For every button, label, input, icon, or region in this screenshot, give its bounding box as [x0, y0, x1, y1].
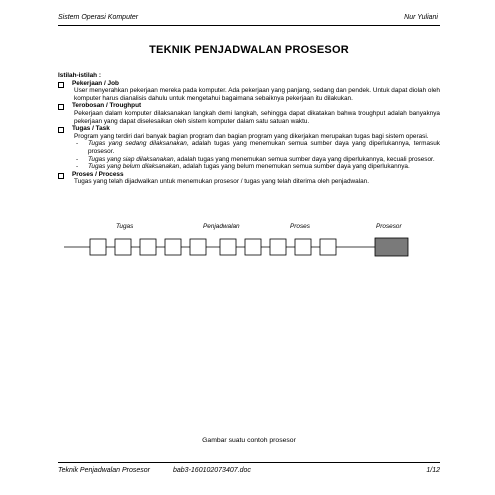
checkbox-bullet-icon	[58, 82, 64, 88]
queue-box	[165, 239, 181, 255]
checkbox-bullet-icon	[58, 127, 64, 133]
subitem-term: Tugas yang siap dilaksanakan	[88, 155, 174, 163]
term-description: Tugas yang telah dijadwalkan untuk menemukan prosesor / tugas yang telah diterima oleh penjadwalan.	[74, 178, 369, 186]
section-label: Istilah-istilah :	[58, 72, 101, 79]
diagram-label-penjadwalan: Penjadwalan	[203, 223, 240, 230]
dash-bullet: -	[76, 163, 79, 171]
footer-filename: bab3-160102073407.doc	[173, 467, 251, 474]
task-subitem	[58, 140, 440, 155]
page-footer	[58, 467, 440, 474]
queue-box	[90, 239, 106, 255]
term-description: Pekerjaan dalam komputer dilaksanakan langkah demi langkah, sehingga dapat dikatakan bahwa troughput adalah banyaknya pekerjaan yang dapat diselesaikan oleh sistem komputer dalam satu satuan waktu.	[74, 109, 440, 125]
subitem-text: , adalah tugas yang menemukan semua sumber daya yang diperlukannya, termasuk prosesor.	[88, 140, 440, 155]
queue-box	[220, 239, 236, 255]
term-item-job	[58, 80, 440, 88]
scheduling-diagram	[58, 223, 440, 263]
term-item-throughput	[58, 102, 440, 110]
queue-box	[190, 239, 206, 255]
page-header	[58, 14, 438, 21]
subitem-text: , adalah tugas yang menemukan semua sumber daya yang diperlukannya, kecuali prosesor.	[173, 155, 435, 163]
diagram-label-proses: Proses	[290, 223, 310, 230]
subitem-term: Tugas yang sedang dilaksanakan	[88, 140, 187, 148]
document-body	[58, 72, 440, 186]
processor-box	[375, 238, 408, 256]
task-subitem	[58, 156, 440, 164]
footer-rule	[58, 462, 440, 463]
term-item-task	[58, 125, 440, 133]
footer-page-number: 1/12	[426, 467, 440, 474]
queue-box	[115, 239, 131, 255]
term-title: Proses / Process	[72, 170, 124, 178]
queue-box	[320, 239, 336, 255]
queue-box	[245, 239, 261, 255]
dash-bullet: -	[76, 140, 79, 148]
queue-box	[295, 239, 311, 255]
term-item-process	[58, 171, 440, 179]
term-title: Terobosan / Troughput	[72, 102, 142, 110]
footer-left: Teknik Penjadwalan Prosesor	[58, 467, 150, 474]
queue-box	[270, 239, 286, 255]
term-description: Program yang terdiri dari banyak bagian program dan bagian program yang dikerjakan merupakan tugas bagi sistem operasi.	[74, 132, 429, 140]
subitem-term: Tugas yang belum dilaksanakan	[88, 163, 180, 171]
task-subitem	[58, 163, 440, 171]
checkbox-bullet-icon	[58, 104, 64, 110]
figure-caption: Gambar suatu contoh prosesor	[202, 437, 296, 444]
term-description: User menyerahkan pekerjaan mereka pada komputer. Ada pekerjaan yang panjang, sedang dan pendek. Untuk dapat diolah oleh komputer harus dianalisis dahulu untuk mengetahui bagaimana sebaiknya pekerjaan itu dilakukan.	[74, 87, 440, 102]
term-title: Pekerjaan / Job	[72, 79, 119, 87]
subitem-text: , adalah tugas yang belum menemukan semua sumber daya yang diperlukannya.	[179, 163, 410, 171]
term-title: Tugas / Task	[72, 125, 110, 133]
header-right: Nur Yuliani	[404, 14, 438, 21]
checkbox-bullet-icon	[58, 173, 64, 179]
diagram-label-prosesor: Prosesor	[376, 223, 402, 230]
page-title: TEKNIK PENJADWALAN PROSESOR	[149, 44, 349, 56]
queue-box	[140, 239, 156, 255]
dash-bullet: -	[76, 155, 79, 163]
diagram-label-tugas: Tugas	[116, 223, 134, 230]
header-rule	[58, 25, 440, 26]
queue-diagram-graphic	[58, 223, 440, 263]
header-left: Sistem Operasi Komputer	[58, 14, 139, 21]
